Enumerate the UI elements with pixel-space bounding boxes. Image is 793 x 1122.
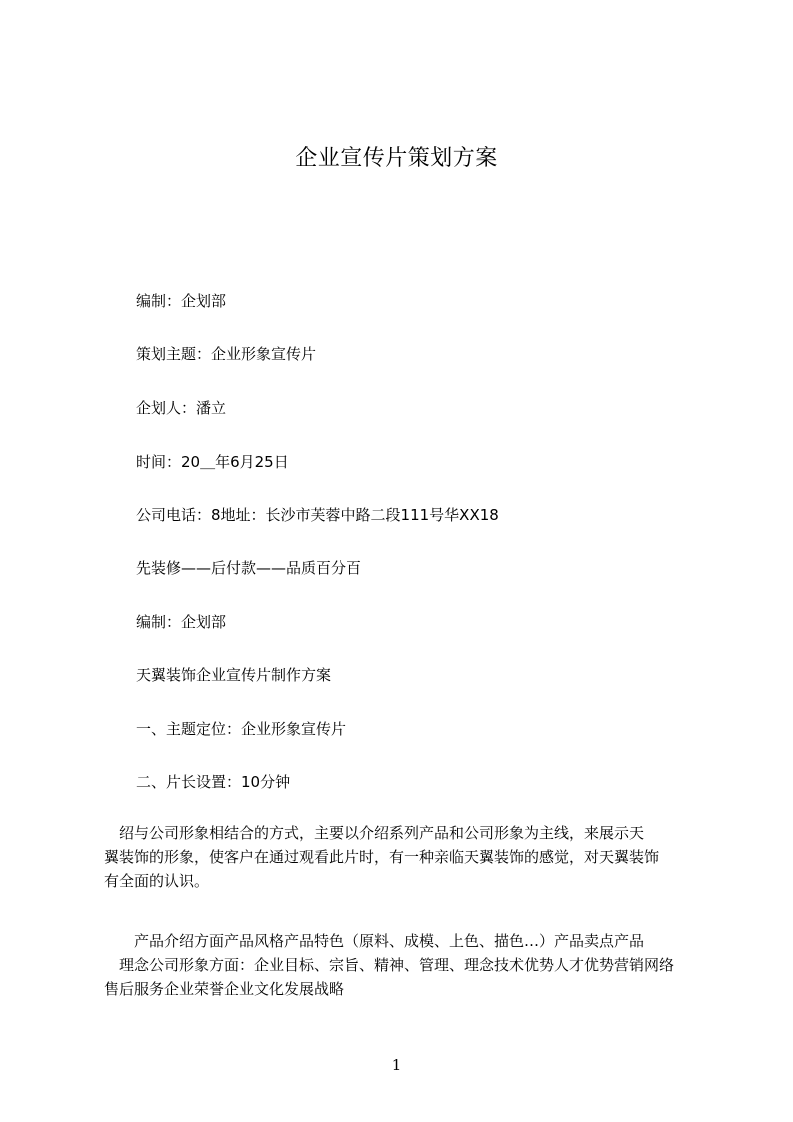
text-line-editor: 编制：企划部	[136, 292, 227, 310]
paragraph-line: 有全面的认识。	[104, 872, 210, 890]
section-heading-length: 二、片长设置：10分钟	[136, 773, 291, 791]
text-line-editor-repeat: 编制：企划部	[136, 613, 227, 631]
paragraph-line: 翼装饰的形象，使客户在通过观看此片时，有一种亲临天翼装饰的感觉，对天翼装饰	[104, 848, 660, 866]
paragraph-line: 售后服务企业荣誉企业文化发展战略	[104, 980, 345, 998]
paragraph-line: 理念公司形象方面：企业目标、宗旨、精神、管理、理念技术优势人才优势营销网络	[104, 956, 675, 974]
text-line-theme: 策划主题：企业形象宣传片	[136, 345, 317, 363]
paragraph-line: 绍与公司形象相结合的方式，主要以介绍系列产品和公司形象为主线，来展示天	[104, 824, 645, 842]
text-line-slogan: 先装修——后付款——品质百分百	[136, 559, 362, 577]
paragraph-line: 产品介绍方面产品风格产品特色（原料、成模、上色、描色…）产品卖点产品	[104, 932, 645, 950]
text-line-date: 时间：20＿年6月25日	[136, 453, 289, 471]
body-paragraph-intro	[104, 821, 704, 893]
text-line-planner: 企划人：潘立	[136, 399, 227, 417]
body-paragraph-outline	[104, 929, 704, 1001]
text-line-plan-heading: 天翼装饰企业宣传片制作方案	[136, 666, 332, 684]
document-title: 企业宣传片策划方案	[295, 146, 498, 171]
page-number: 1	[391, 1056, 402, 1074]
section-heading-theme: 一、主题定位：企业形象宣传片	[136, 720, 347, 738]
text-line-contact: 公司电话：8地址：长沙市芙蓉中路二段111号华XX18	[136, 506, 499, 524]
